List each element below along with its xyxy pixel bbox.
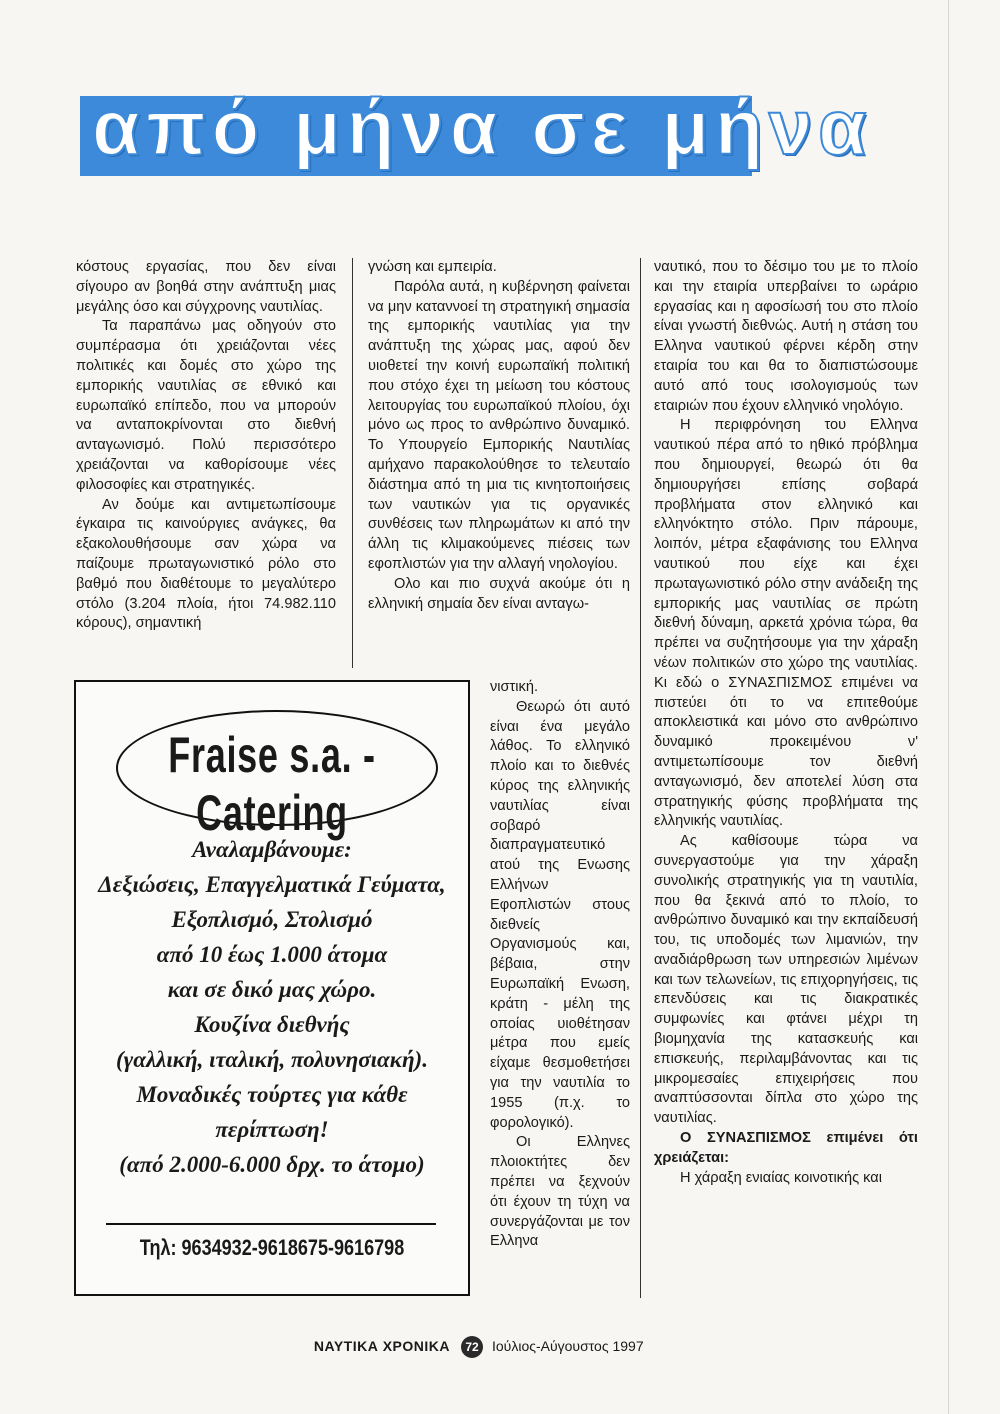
page-number: 72: [461, 1336, 483, 1358]
subheading: Ο ΣΥΝΑΣΠΙΣΜΟΣ επιμένει ότι χρειάζεται:: [654, 1130, 918, 1166]
section-header-banner: [80, 83, 873, 176]
ad-line: από 10 έως 1.000 άτομα: [156, 942, 388, 967]
paragraph: Η χάραξη ενιαίας κοινοτικής και: [680, 1169, 882, 1186]
paragraph: Η περιφρόνηση του Ελληνα ναυτικού πέρα από το ηθικό πρόβλημα που δημιουργεί, θεωρώ ότι θα δημιουργήσει επίσης σοβαρά προβλήματα στον ελληνικό και ελληνόκτητο στόλο. Πριν πάρουμε, λοιπόν, μέτρα εξαφάνισης του Ελληνα ναυτικού που είχε και έχει πρωταγωνιστικό ρόλο στην ανάδειξη της εμπορικής μας ναυτιλίας σε πρώτη διεθνή δύναμη, αρκετά χρόνια τώρα, θα πρέπει να συζητήσουμε για την χάραξη νέων πολιτικών στο χώρο της ναυτιλίας. Κι εδώ ο ΣΥΝΑΣΠΙΣΜΟΣ επιμένει να πιστεύει ότι το να επιτεθούμε αποκλειστικά και μόνο στο ανθρώπινο δυναμικό προκειμένου ν' αντιμετωπίσουμε τον διεθνή ανταγωνισμό, δεν αποτελεί λύση στα στρατηγικής φύσης προβλήματα της ελληνικής ναυτιλίας.: [654, 417, 918, 830]
paragraph: κόστους εργασίας, που δεν είναι σίγουρο αν βοηθά στην ανάπτυξη μιας μεγάλης όσο και σύγχρονης ναυτιλίας.: [76, 259, 336, 315]
paragraph: Οι Ελληνες πλοιοκτήτες δεν πρέπει να ξεχνούν ότι έχουν τη τύχη να συνεργάζονται με τον Ελληνα: [490, 1134, 630, 1250]
article-column-3: [654, 258, 918, 1188]
page-edge-shadow: [948, 0, 949, 1414]
paragraph: γνώση και εμπειρία.: [368, 259, 497, 275]
article-column-2: [368, 258, 630, 614]
ad-line: (από 2.000-6.000 δρχ. το άτομο): [119, 1152, 425, 1177]
paragraph: νιστική.: [490, 679, 539, 695]
paragraph: Τα παραπάνω μας οδηγούν στο συμπέρασμα ότι χρειάζονται νέες πολιτικές και δομές στο χώρο της εμπορικής ναυτιλίας σε εθνικό και ευρωπαϊκό επίπεδο, που να μπορούν να ανταποκρίνονται στο διεθνή ανταγωνισμό. Πολύ περισσότερο χρειάζονται να καθορίσουμε νέες φιλοσοφίες και στρατηγικές.: [76, 318, 336, 493]
paragraph: ναυτικό, που το δέσιμο του με το πλοίο και την εταιρία υπερβαίνει το ωράριο εργασίας και η αφοσίωσή του στο πλοίο είναι γνωστή διεθνώς. Αυτή η στάση του Ελληνα ναυτικού φέρνει κέρδη στην εταιρία του και θα το διαπιστώσουμε αυτό από τους ισολογισμούς των εταιριών που έχουν ελληνικό νηολόγιο.: [654, 259, 918, 414]
ad-line: Δεξιώσεις, Επαγγελματικά Γεύματα,: [98, 872, 446, 897]
ad-line: Μοναδικές τούρτες για κάθε: [136, 1082, 408, 1107]
ad-phone: Τηλ: 9634932-9618675-9616798: [139, 1235, 405, 1260]
brand-name: Fraise s.a. - Catering: [168, 727, 376, 841]
section-title: από μήνα σε μήνα: [92, 83, 873, 171]
paragraph: Αν δούμε και αντιμετωπίσουμε έγκαιρα τις καινούργιες ανάγκες, θα εξακολουθήσουμε σαν χώρα να παίζουμε πρωταγωνιστικό ρόλο στο βαθμό που διαθέτουμε το μεγαλύτερο στόλο (3.204 πλοία, ήτοι 74.982.110 κόρους), σημαντική: [76, 496, 336, 632]
ad-divider: [106, 1223, 436, 1225]
column-rule: [640, 258, 641, 1298]
paragraph: Θεωρώ ότι αυτό είναι ένα μεγάλο λάθος. Το ελληνικό πλοίο και το διεθνές κύρος της ελληνικής ναυτιλίας είναι σοβαρό διαπραγματευτικό ατού της Ενωσης Ελλήνων Εφοπλιστών στους διεθνείς Οργανισμούς και, βέβαια, στην Ευρωπαϊκή Ενωση, κράτη - μέλη της οποίας υιοθέτησαν μέτρα που εμείς είχαμε θεσμοθετήσει για την ναυτιλία το 1955 (π.χ. το φορολογικό).: [490, 698, 630, 1131]
magazine-name: ΝΑΥΤΙΚΑ ΧΡΟΝΙΚΑ: [313, 1338, 450, 1354]
article-column-2-narrow: [490, 678, 630, 1252]
ad-line: και σε δικό μας χώρο.: [167, 977, 377, 1002]
ad-line: Αναλαμβάνουμε:: [192, 837, 352, 862]
column-rule: [352, 258, 353, 668]
catering-advertisement: [74, 680, 470, 1296]
paragraph: Ας καθίσουμε τώρα να συνεργαστούμε για την χάραξη συνολικής στρατηγικής για τη ναυτιλία, που θα ξεκινά από το πλοίο, το ανθρώπινο δυναμικό και την εκπαίδευσή του, τις υποδομές των λιμανιών, την αναδιάρθρωση των υπηρεσιών λιμένων και των τελωνείων, τις επιχορηγήσεις, τις επενδύσεις και τις διακρατικές συμφωνίες και φτάνει μέχρι τη βιομηχανία της κατασκευής και επισκευής, περιλαμβάνοντας και τις μικρομεσαίες επιχειρήσεις που αναπτύσσονται δίπλα στο χώρο της ναυτιλίας.: [654, 833, 918, 1127]
ad-line: (γαλλική, ιταλική, πολυνησιακή).: [116, 1047, 428, 1072]
ad-line: Κουζίνα διεθνής: [194, 1012, 350, 1037]
issue-date: Ιούλιος-Αύγουστος 1997: [492, 1338, 644, 1354]
paragraph: Παρόλα αυτά, η κυβέρνηση φαίνεται να μην καταννοεί τη στρατηγική σημασία της εμπορικής ναυτιλίας για την ανάπτυξη της χώρας μας, αφού δεν υιοθετεί την κοινή ευρωπαϊκή πολιτική που στόχο έχει τη μείωση του κόστους λειτουργίας του ευρωπαϊκού πλοίου, όχι μόνο ως προς το ανθρώπινο δυναμικό. Το Υπουργείο Εμπορικής Ναυτιλίας αμήχανο παρακολούθησε το τελευταίο διάστημα από τη μια τις κινητοποιήσεις των ναυτικών για τις οργανικές συνθέσεις των πληρωμάτων κι από την άλλη τις κλιμακούμενες πιέσεις των εφοπλιστών για την αλλαγή νηολογίου.: [368, 278, 630, 572]
page-footer: [0, 1336, 1000, 1358]
ad-text: [76, 832, 468, 1182]
article-column-1: [76, 258, 336, 634]
ad-line: περίπτωση!: [215, 1117, 329, 1142]
ad-line: Εξοπλισμό, Στολισμό: [171, 907, 373, 932]
paragraph: Ολο και πιο συχνά ακούμε ότι η ελληνική σημαία δεν είναι ανταγω-: [368, 575, 630, 612]
